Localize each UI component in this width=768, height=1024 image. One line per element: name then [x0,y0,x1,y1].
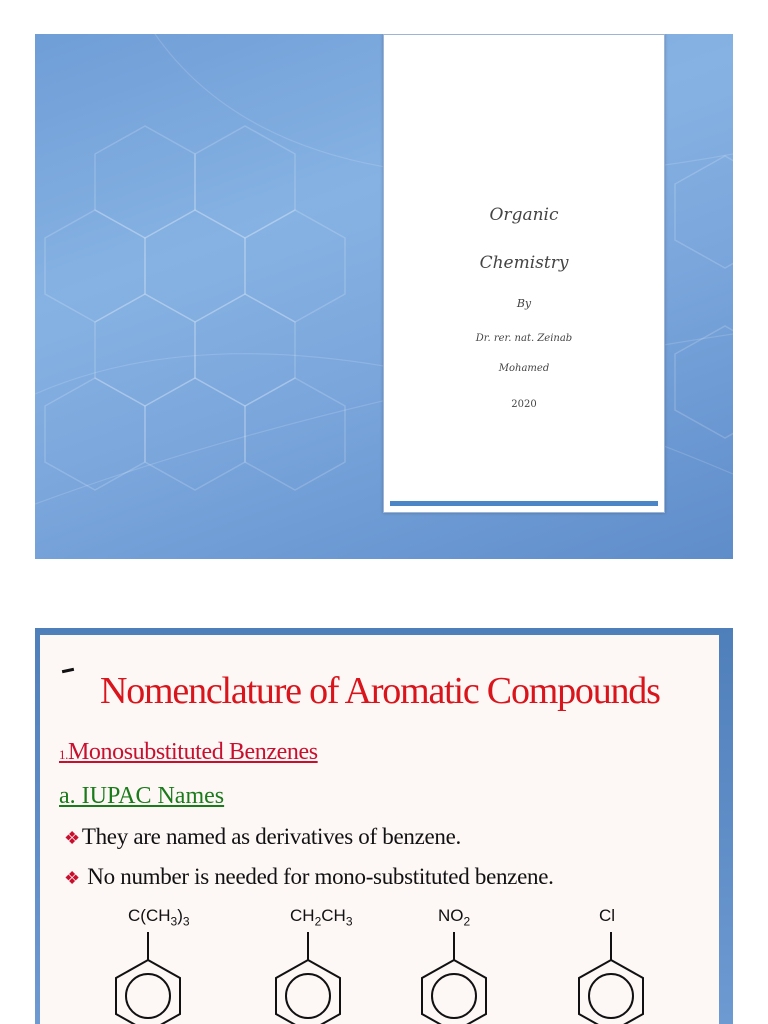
benzene-ring-icon [571,932,651,1024]
author-surname: Mohamed [498,363,550,374]
substituent-chloro: Cl [599,906,616,925]
bullet-item [64,824,461,850]
heading-text: Monosubstituted Benzenes [67,739,318,765]
slide-content [40,635,719,1024]
benzene-ring-icon [108,932,188,1024]
bullet-text: They are named as derivatives of benzene. [81,824,461,849]
bullet-item [64,864,554,890]
title-chemistry: Chemistry [479,253,569,273]
substituent-nitro: $NO_2$ [438,906,471,929]
heading-iupac: a. IUPAC Names [59,783,225,809]
diamond-bullet-icon: ❖ [64,828,80,848]
slide-title: Nomenclature of Aromatic Compounds [100,670,660,712]
title-organic: Organic [489,205,559,225]
year-label: 2020 [511,399,537,410]
benzene-ring-icon [268,932,348,1024]
benzene-ring-icon [414,932,494,1024]
heading-number: 1. [59,747,68,762]
heading-monosubstituted [59,739,318,766]
diamond-bullet-icon: ❖ [64,868,80,888]
nomenclature-slide [35,628,733,1024]
substituent-ethyl: $CH_2CH_3$ [290,906,353,929]
dash-mark [62,668,74,673]
title-card [383,34,665,513]
bullet-text: No number is needed for mono-substituted benzene. [87,864,554,889]
card-accent-bar [390,501,658,506]
substituent-tert-butyl: $C(CH_3)_3$ [128,906,190,929]
title-slide [35,34,733,559]
author-name: Dr. rer. nat. Zeinab [475,333,573,344]
by-label: By [516,297,532,310]
